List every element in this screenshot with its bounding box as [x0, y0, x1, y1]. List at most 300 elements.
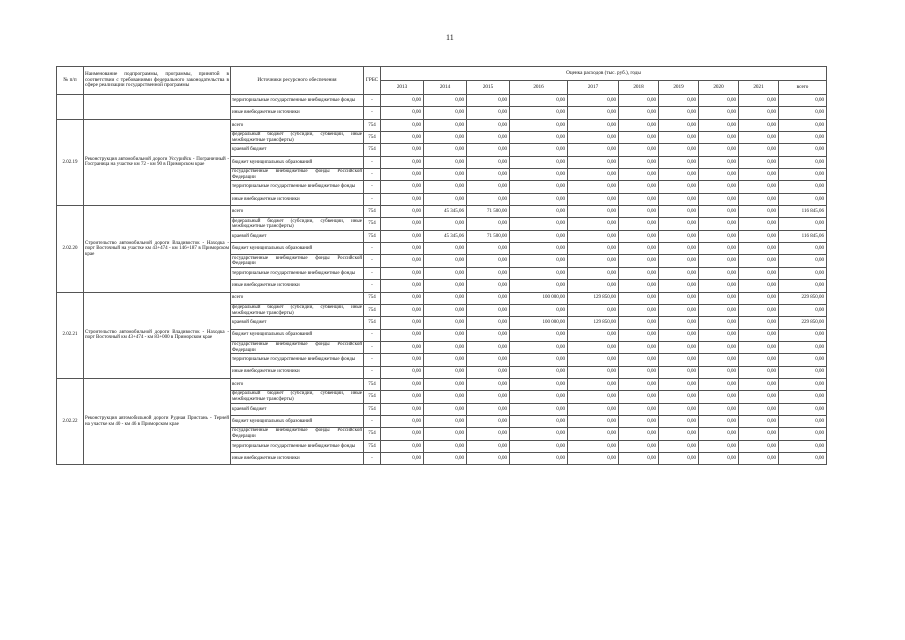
- amount-cell: 0,00: [424, 156, 467, 168]
- amount-cell: 0,00: [779, 181, 827, 193]
- amount-cell: 0,00: [381, 95, 424, 107]
- header-year: 2021: [739, 81, 779, 95]
- amount-cell: 0,00: [619, 181, 659, 193]
- amount-cell: 0,00: [424, 267, 467, 279]
- amount-cell: 0,00: [739, 280, 779, 292]
- amount-cell: 0,00: [659, 230, 699, 242]
- amount-cell: 0,00: [739, 452, 779, 464]
- amount-cell: 0,00: [619, 366, 659, 378]
- header-num: № п/п: [57, 67, 84, 95]
- amount-cell: 0,00: [568, 452, 619, 464]
- amount-cell: 0,00: [619, 95, 659, 107]
- grbs-code: -: [364, 280, 381, 292]
- amount-cell: 0,00: [568, 181, 619, 193]
- amount-cell: 0,00: [699, 292, 739, 304]
- amount-cell: 0,00: [619, 230, 659, 242]
- page-number: 11: [446, 33, 454, 42]
- amount-cell: 0,00: [619, 107, 659, 119]
- grbs-code: 754: [364, 378, 381, 390]
- amount-cell: 0,00: [699, 255, 739, 267]
- amount-cell: 0,00: [467, 243, 510, 255]
- amount-cell: 0,00: [739, 304, 779, 316]
- amount-cell: 0,00: [779, 452, 827, 464]
- item-number: 2.02.19: [57, 119, 84, 205]
- funding-source: всего: [231, 206, 364, 218]
- amount-cell: 0,00: [739, 169, 779, 181]
- amount-cell: 0,00: [659, 354, 699, 366]
- amount-cell: 0,00: [619, 428, 659, 440]
- amount-cell: 0,00: [659, 206, 699, 218]
- amount-cell: 0,00: [699, 107, 739, 119]
- amount-cell: 0,00: [779, 304, 827, 316]
- amount-cell: 0,00: [467, 132, 510, 144]
- amount-cell: 0,00: [779, 341, 827, 353]
- amount-cell: 45 345,06: [424, 206, 467, 218]
- funding-source: федеральный бюджет (субсидии, субвенции, иные межбюджетные трансферты): [232, 132, 362, 143]
- amount-cell: 0,00: [381, 119, 424, 131]
- grbs-code: 754: [364, 292, 381, 304]
- amount-cell: 0,00: [568, 391, 619, 403]
- amount-cell: 71 500,00: [467, 230, 510, 242]
- funding-source: всего: [231, 292, 364, 304]
- item-number: [57, 95, 84, 120]
- header-name: Наименование подпрограммы, программы, принятой в соответствии с требованиями федерального законодательства в сфере реализации государственной программы: [84, 67, 231, 95]
- amount-cell: 0,00: [739, 391, 779, 403]
- amount-cell: 0,00: [510, 144, 568, 156]
- amount-cell: 0,00: [467, 317, 510, 329]
- amount-cell: 45 345,06: [424, 230, 467, 242]
- amount-cell: 0,00: [659, 280, 699, 292]
- amount-cell: 0,00: [619, 317, 659, 329]
- amount-cell: 0,00: [739, 132, 779, 144]
- amount-cell: 0,00: [510, 132, 568, 144]
- amount-cell: 0,00: [424, 280, 467, 292]
- amount-cell: 0,00: [510, 428, 568, 440]
- amount-cell: 0,00: [568, 267, 619, 279]
- amount-cell: 0,00: [467, 292, 510, 304]
- amount-cell: 0,00: [568, 144, 619, 156]
- amount-cell: 0,00: [699, 144, 739, 156]
- amount-cell: 0,00: [699, 354, 739, 366]
- amount-cell: 0,00: [619, 354, 659, 366]
- amount-cell: 0,00: [699, 378, 739, 390]
- amount-cell: 0,00: [619, 119, 659, 131]
- amount-cell: 0,00: [568, 255, 619, 267]
- amount-cell: 0,00: [467, 341, 510, 353]
- amount-cell: 0,00: [510, 415, 568, 427]
- amount-cell: 0,00: [619, 440, 659, 452]
- amount-cell: 0,00: [659, 440, 699, 452]
- amount-cell: 0,00: [467, 169, 510, 181]
- amount-cell: 229 850,00: [779, 292, 827, 304]
- amount-cell: 0,00: [568, 304, 619, 316]
- header-year: всего: [779, 81, 827, 95]
- amount-cell: 0,00: [568, 428, 619, 440]
- amount-cell: 0,00: [510, 304, 568, 316]
- amount-cell: 0,00: [381, 132, 424, 144]
- amount-cell: 0,00: [381, 107, 424, 119]
- funding-source: государственные внебюджетные фонды Российской Федерации: [232, 255, 362, 267]
- amount-cell: 0,00: [619, 280, 659, 292]
- item-name: Строительство автомобильной дороги Владивосток - Находка - порт Восточный на участке км 43+474 - км 146+187 в Приморском крае: [84, 206, 231, 292]
- amount-cell: 0,00: [568, 119, 619, 131]
- amount-cell: 0,00: [659, 341, 699, 353]
- amount-cell: 0,00: [424, 107, 467, 119]
- amount-cell: 0,00: [381, 391, 424, 403]
- amount-cell: 0,00: [619, 391, 659, 403]
- amount-cell: 0,00: [510, 230, 568, 242]
- amount-cell: 0,00: [510, 267, 568, 279]
- grbs-code: -: [364, 267, 381, 279]
- amount-cell: 0,00: [699, 169, 739, 181]
- expenditure-table: [56, 66, 827, 465]
- amount-cell: 0,00: [659, 119, 699, 131]
- amount-cell: 0,00: [779, 428, 827, 440]
- amount-cell: 0,00: [424, 243, 467, 255]
- amount-cell: 0,00: [739, 292, 779, 304]
- amount-cell: 0,00: [381, 440, 424, 452]
- amount-cell: 0,00: [424, 169, 467, 181]
- amount-cell: 0,00: [381, 317, 424, 329]
- amount-cell: 0,00: [739, 354, 779, 366]
- amount-cell: 0,00: [619, 132, 659, 144]
- table-row: [57, 95, 827, 107]
- amount-cell: 0,00: [424, 218, 467, 230]
- amount-cell: 0,00: [699, 391, 739, 403]
- amount-cell: 0,00: [510, 391, 568, 403]
- amount-cell: 0,00: [424, 452, 467, 464]
- amount-cell: 0,00: [659, 329, 699, 341]
- amount-cell: 0,00: [424, 403, 467, 415]
- amount-cell: 0,00: [381, 243, 424, 255]
- amount-cell: 0,00: [659, 169, 699, 181]
- amount-cell: 0,00: [467, 366, 510, 378]
- grbs-code: 754: [364, 428, 381, 440]
- amount-cell: 0,00: [467, 119, 510, 131]
- amount-cell: 0,00: [739, 428, 779, 440]
- amount-cell: 0,00: [510, 156, 568, 168]
- amount-cell: 0,00: [699, 440, 739, 452]
- amount-cell: 0,00: [467, 378, 510, 390]
- funding-source: краевой бюджет: [231, 317, 364, 329]
- amount-cell: 0,00: [424, 119, 467, 131]
- grbs-code: -: [364, 193, 381, 205]
- funding-source: краевой бюджет: [231, 230, 364, 242]
- amount-cell: 0,00: [467, 354, 510, 366]
- funding-source: всего: [231, 378, 364, 390]
- amount-cell: 0,00: [510, 403, 568, 415]
- grbs-code: 754: [364, 144, 381, 156]
- amount-cell: 0,00: [467, 218, 510, 230]
- amount-cell: 0,00: [779, 366, 827, 378]
- amount-cell: 0,00: [699, 304, 739, 316]
- amount-cell: 0,00: [568, 378, 619, 390]
- item-number: 2.02.21: [57, 292, 84, 378]
- amount-cell: 0,00: [568, 107, 619, 119]
- amount-cell: 0,00: [659, 378, 699, 390]
- amount-cell: 0,00: [510, 169, 568, 181]
- amount-cell: 0,00: [568, 440, 619, 452]
- grbs-code: 754: [364, 317, 381, 329]
- funding-source: территориальные государственные внебюджетные фонды: [231, 440, 364, 452]
- amount-cell: 0,00: [699, 329, 739, 341]
- funding-source: бюджет муниципальных образований: [231, 415, 364, 427]
- funding-source: иные внебюджетные источники: [231, 280, 364, 292]
- amount-cell: 0,00: [659, 193, 699, 205]
- grbs-code: 754: [364, 230, 381, 242]
- amount-cell: 0,00: [424, 292, 467, 304]
- amount-cell: 0,00: [424, 329, 467, 341]
- amount-cell: 0,00: [467, 329, 510, 341]
- funding-source: территориальные государственные внебюджетные фонды: [231, 95, 364, 107]
- amount-cell: 0,00: [619, 169, 659, 181]
- amount-cell: 0,00: [699, 181, 739, 193]
- grbs-code: -: [364, 181, 381, 193]
- amount-cell: 0,00: [424, 440, 467, 452]
- amount-cell: 0,00: [381, 144, 424, 156]
- amount-cell: 0,00: [467, 156, 510, 168]
- amount-cell: 0,00: [510, 366, 568, 378]
- amount-cell: 0,00: [381, 193, 424, 205]
- amount-cell: 0,00: [467, 280, 510, 292]
- grbs-code: -: [364, 156, 381, 168]
- funding-source: бюджет муниципальных образований: [231, 243, 364, 255]
- amount-cell: 0,00: [699, 218, 739, 230]
- amount-cell: 116 845,06: [779, 230, 827, 242]
- header-year: 2017: [568, 81, 619, 95]
- amount-cell: 0,00: [381, 378, 424, 390]
- amount-cell: 0,00: [739, 317, 779, 329]
- item-name: Реконструкция автомобильной дороги Рудная Пристань - Терней на участке км 40 - км 46 в Приморском крае: [84, 378, 231, 464]
- amount-cell: 0,00: [659, 144, 699, 156]
- amount-cell: 0,00: [659, 317, 699, 329]
- table-row: [57, 206, 827, 218]
- amount-cell: 0,00: [381, 403, 424, 415]
- amount-cell: 0,00: [467, 193, 510, 205]
- amount-cell: 0,00: [510, 206, 568, 218]
- grbs-code: -: [364, 452, 381, 464]
- amount-cell: 0,00: [424, 341, 467, 353]
- amount-cell: 0,00: [568, 218, 619, 230]
- amount-cell: 0,00: [659, 95, 699, 107]
- amount-cell: 0,00: [619, 452, 659, 464]
- amount-cell: 0,00: [739, 243, 779, 255]
- amount-cell: 0,00: [779, 132, 827, 144]
- grbs-code: -: [364, 243, 381, 255]
- amount-cell: 0,00: [659, 132, 699, 144]
- amount-cell: 0,00: [699, 193, 739, 205]
- funding-source: бюджет муниципальных образований: [231, 329, 364, 341]
- amount-cell: 0,00: [699, 206, 739, 218]
- funding-source: иные внебюджетные источники: [231, 366, 364, 378]
- amount-cell: 0,00: [424, 95, 467, 107]
- grbs-code: -: [364, 341, 381, 353]
- amount-cell: 0,00: [467, 181, 510, 193]
- amount-cell: 0,00: [779, 403, 827, 415]
- amount-cell: 0,00: [619, 403, 659, 415]
- header-year: 2018: [619, 81, 659, 95]
- amount-cell: 0,00: [659, 292, 699, 304]
- amount-cell: 0,00: [659, 156, 699, 168]
- grbs-code: -: [364, 95, 381, 107]
- amount-cell: 229 850,00: [779, 317, 827, 329]
- amount-cell: 0,00: [739, 119, 779, 131]
- amount-cell: 0,00: [739, 107, 779, 119]
- amount-cell: 0,00: [568, 132, 619, 144]
- amount-cell: 0,00: [381, 181, 424, 193]
- amount-cell: 0,00: [659, 428, 699, 440]
- grbs-code: 754: [364, 440, 381, 452]
- amount-cell: 0,00: [381, 230, 424, 242]
- amount-cell: 0,00: [381, 366, 424, 378]
- amount-cell: 0,00: [568, 329, 619, 341]
- amount-cell: 0,00: [568, 280, 619, 292]
- amount-cell: 0,00: [699, 415, 739, 427]
- amount-cell: 0,00: [739, 181, 779, 193]
- amount-cell: 0,00: [779, 218, 827, 230]
- amount-cell: 0,00: [568, 341, 619, 353]
- amount-cell: 0,00: [739, 193, 779, 205]
- amount-cell: 0,00: [510, 280, 568, 292]
- header-source: Источники ресурсного обеспечения: [231, 67, 364, 95]
- amount-cell: 0,00: [381, 415, 424, 427]
- header-grbs: ГРБС: [364, 67, 381, 95]
- amount-cell: 0,00: [779, 391, 827, 403]
- header-year: 2020: [699, 81, 739, 95]
- amount-cell: 0,00: [568, 193, 619, 205]
- funding-source: краевой бюджет: [231, 144, 364, 156]
- amount-cell: 0,00: [779, 415, 827, 427]
- funding-source: иные внебюджетные источники: [231, 452, 364, 464]
- grbs-code: -: [364, 255, 381, 267]
- amount-cell: 0,00: [568, 243, 619, 255]
- amount-cell: 0,00: [779, 267, 827, 279]
- amount-cell: 0,00: [467, 144, 510, 156]
- amount-cell: 0,00: [381, 304, 424, 316]
- funding-source: территориальные государственные внебюджетные фонды: [231, 267, 364, 279]
- amount-cell: 0,00: [424, 354, 467, 366]
- amount-cell: 0,00: [619, 144, 659, 156]
- amount-cell: 0,00: [699, 267, 739, 279]
- amount-cell: 0,00: [568, 230, 619, 242]
- amount-cell: 0,00: [699, 280, 739, 292]
- amount-cell: 0,00: [510, 218, 568, 230]
- grbs-code: -: [364, 329, 381, 341]
- funding-source: иные внебюджетные источники: [231, 107, 364, 119]
- amount-cell: 0,00: [381, 341, 424, 353]
- amount-cell: 0,00: [424, 255, 467, 267]
- grbs-code: -: [364, 415, 381, 427]
- grbs-code: -: [364, 366, 381, 378]
- amount-cell: 116 845,06: [779, 206, 827, 218]
- amount-cell: 0,00: [467, 107, 510, 119]
- amount-cell: 129 850,00: [568, 292, 619, 304]
- table-row: [57, 378, 827, 390]
- amount-cell: 0,00: [467, 415, 510, 427]
- amount-cell: 0,00: [510, 181, 568, 193]
- amount-cell: 0,00: [467, 440, 510, 452]
- funding-source: государственные внебюджетные фонды Российской Федерации: [232, 342, 362, 353]
- amount-cell: 0,00: [381, 452, 424, 464]
- amount-cell: 0,00: [619, 206, 659, 218]
- amount-cell: 0,00: [739, 329, 779, 341]
- amount-cell: 0,00: [659, 181, 699, 193]
- amount-cell: 0,00: [467, 452, 510, 464]
- amount-cell: 0,00: [739, 255, 779, 267]
- grbs-code: 754: [364, 132, 381, 144]
- amount-cell: 0,00: [510, 243, 568, 255]
- amount-cell: 0,00: [381, 329, 424, 341]
- amount-cell: 0,00: [779, 255, 827, 267]
- amount-cell: 0,00: [699, 230, 739, 242]
- grbs-code: -: [364, 354, 381, 366]
- amount-cell: 0,00: [779, 193, 827, 205]
- amount-cell: 0,00: [510, 95, 568, 107]
- amount-cell: 0,00: [619, 267, 659, 279]
- amount-cell: 0,00: [659, 255, 699, 267]
- amount-cell: 71 500,00: [467, 206, 510, 218]
- funding-source: всего: [231, 119, 364, 131]
- item-number: 2.02.20: [57, 206, 84, 292]
- amount-cell: 0,00: [510, 107, 568, 119]
- amount-cell: 0,00: [619, 378, 659, 390]
- amount-cell: 0,00: [619, 255, 659, 267]
- amount-cell: 0,00: [510, 452, 568, 464]
- funding-source: государственные внебюджетные фонды Российской Федерации: [232, 169, 362, 180]
- amount-cell: 0,00: [699, 317, 739, 329]
- amount-cell: 0,00: [568, 95, 619, 107]
- funding-source: краевой бюджет: [231, 403, 364, 415]
- amount-cell: 0,00: [568, 156, 619, 168]
- amount-cell: 0,00: [467, 267, 510, 279]
- header-year: 2015: [467, 81, 510, 95]
- amount-cell: 0,00: [699, 428, 739, 440]
- amount-cell: 0,00: [568, 403, 619, 415]
- item-name: Строительство автомобильной дороги Владивосток - Находка - порт Восточный км 43+474 - км 83+000 в Приморском крае: [84, 292, 231, 378]
- amount-cell: 0,00: [779, 107, 827, 119]
- amount-cell: 0,00: [424, 391, 467, 403]
- amount-cell: 0,00: [659, 304, 699, 316]
- amount-cell: 0,00: [739, 230, 779, 242]
- amount-cell: 0,00: [739, 144, 779, 156]
- amount-cell: 0,00: [699, 132, 739, 144]
- amount-cell: 0,00: [699, 119, 739, 131]
- item-number: 2.02.22: [57, 378, 84, 464]
- amount-cell: 0,00: [619, 415, 659, 427]
- amount-cell: 0,00: [467, 95, 510, 107]
- amount-cell: 0,00: [424, 193, 467, 205]
- amount-cell: 0,00: [424, 304, 467, 316]
- amount-cell: 0,00: [381, 428, 424, 440]
- amount-cell: 0,00: [619, 218, 659, 230]
- funding-source: иные внебюджетные источники: [231, 193, 364, 205]
- amount-cell: 0,00: [699, 341, 739, 353]
- amount-cell: 0,00: [739, 341, 779, 353]
- amount-cell: 0,00: [510, 193, 568, 205]
- amount-cell: 0,00: [659, 366, 699, 378]
- grbs-code: 754: [364, 218, 381, 230]
- amount-cell: 0,00: [424, 366, 467, 378]
- item-name: [84, 95, 231, 120]
- amount-cell: 0,00: [381, 280, 424, 292]
- amount-cell: 0,00: [381, 156, 424, 168]
- amount-cell: 0,00: [779, 440, 827, 452]
- amount-cell: 0,00: [659, 267, 699, 279]
- amount-cell: 0,00: [699, 156, 739, 168]
- amount-cell: 0,00: [510, 341, 568, 353]
- amount-cell: 0,00: [467, 255, 510, 267]
- amount-cell: 0,00: [699, 366, 739, 378]
